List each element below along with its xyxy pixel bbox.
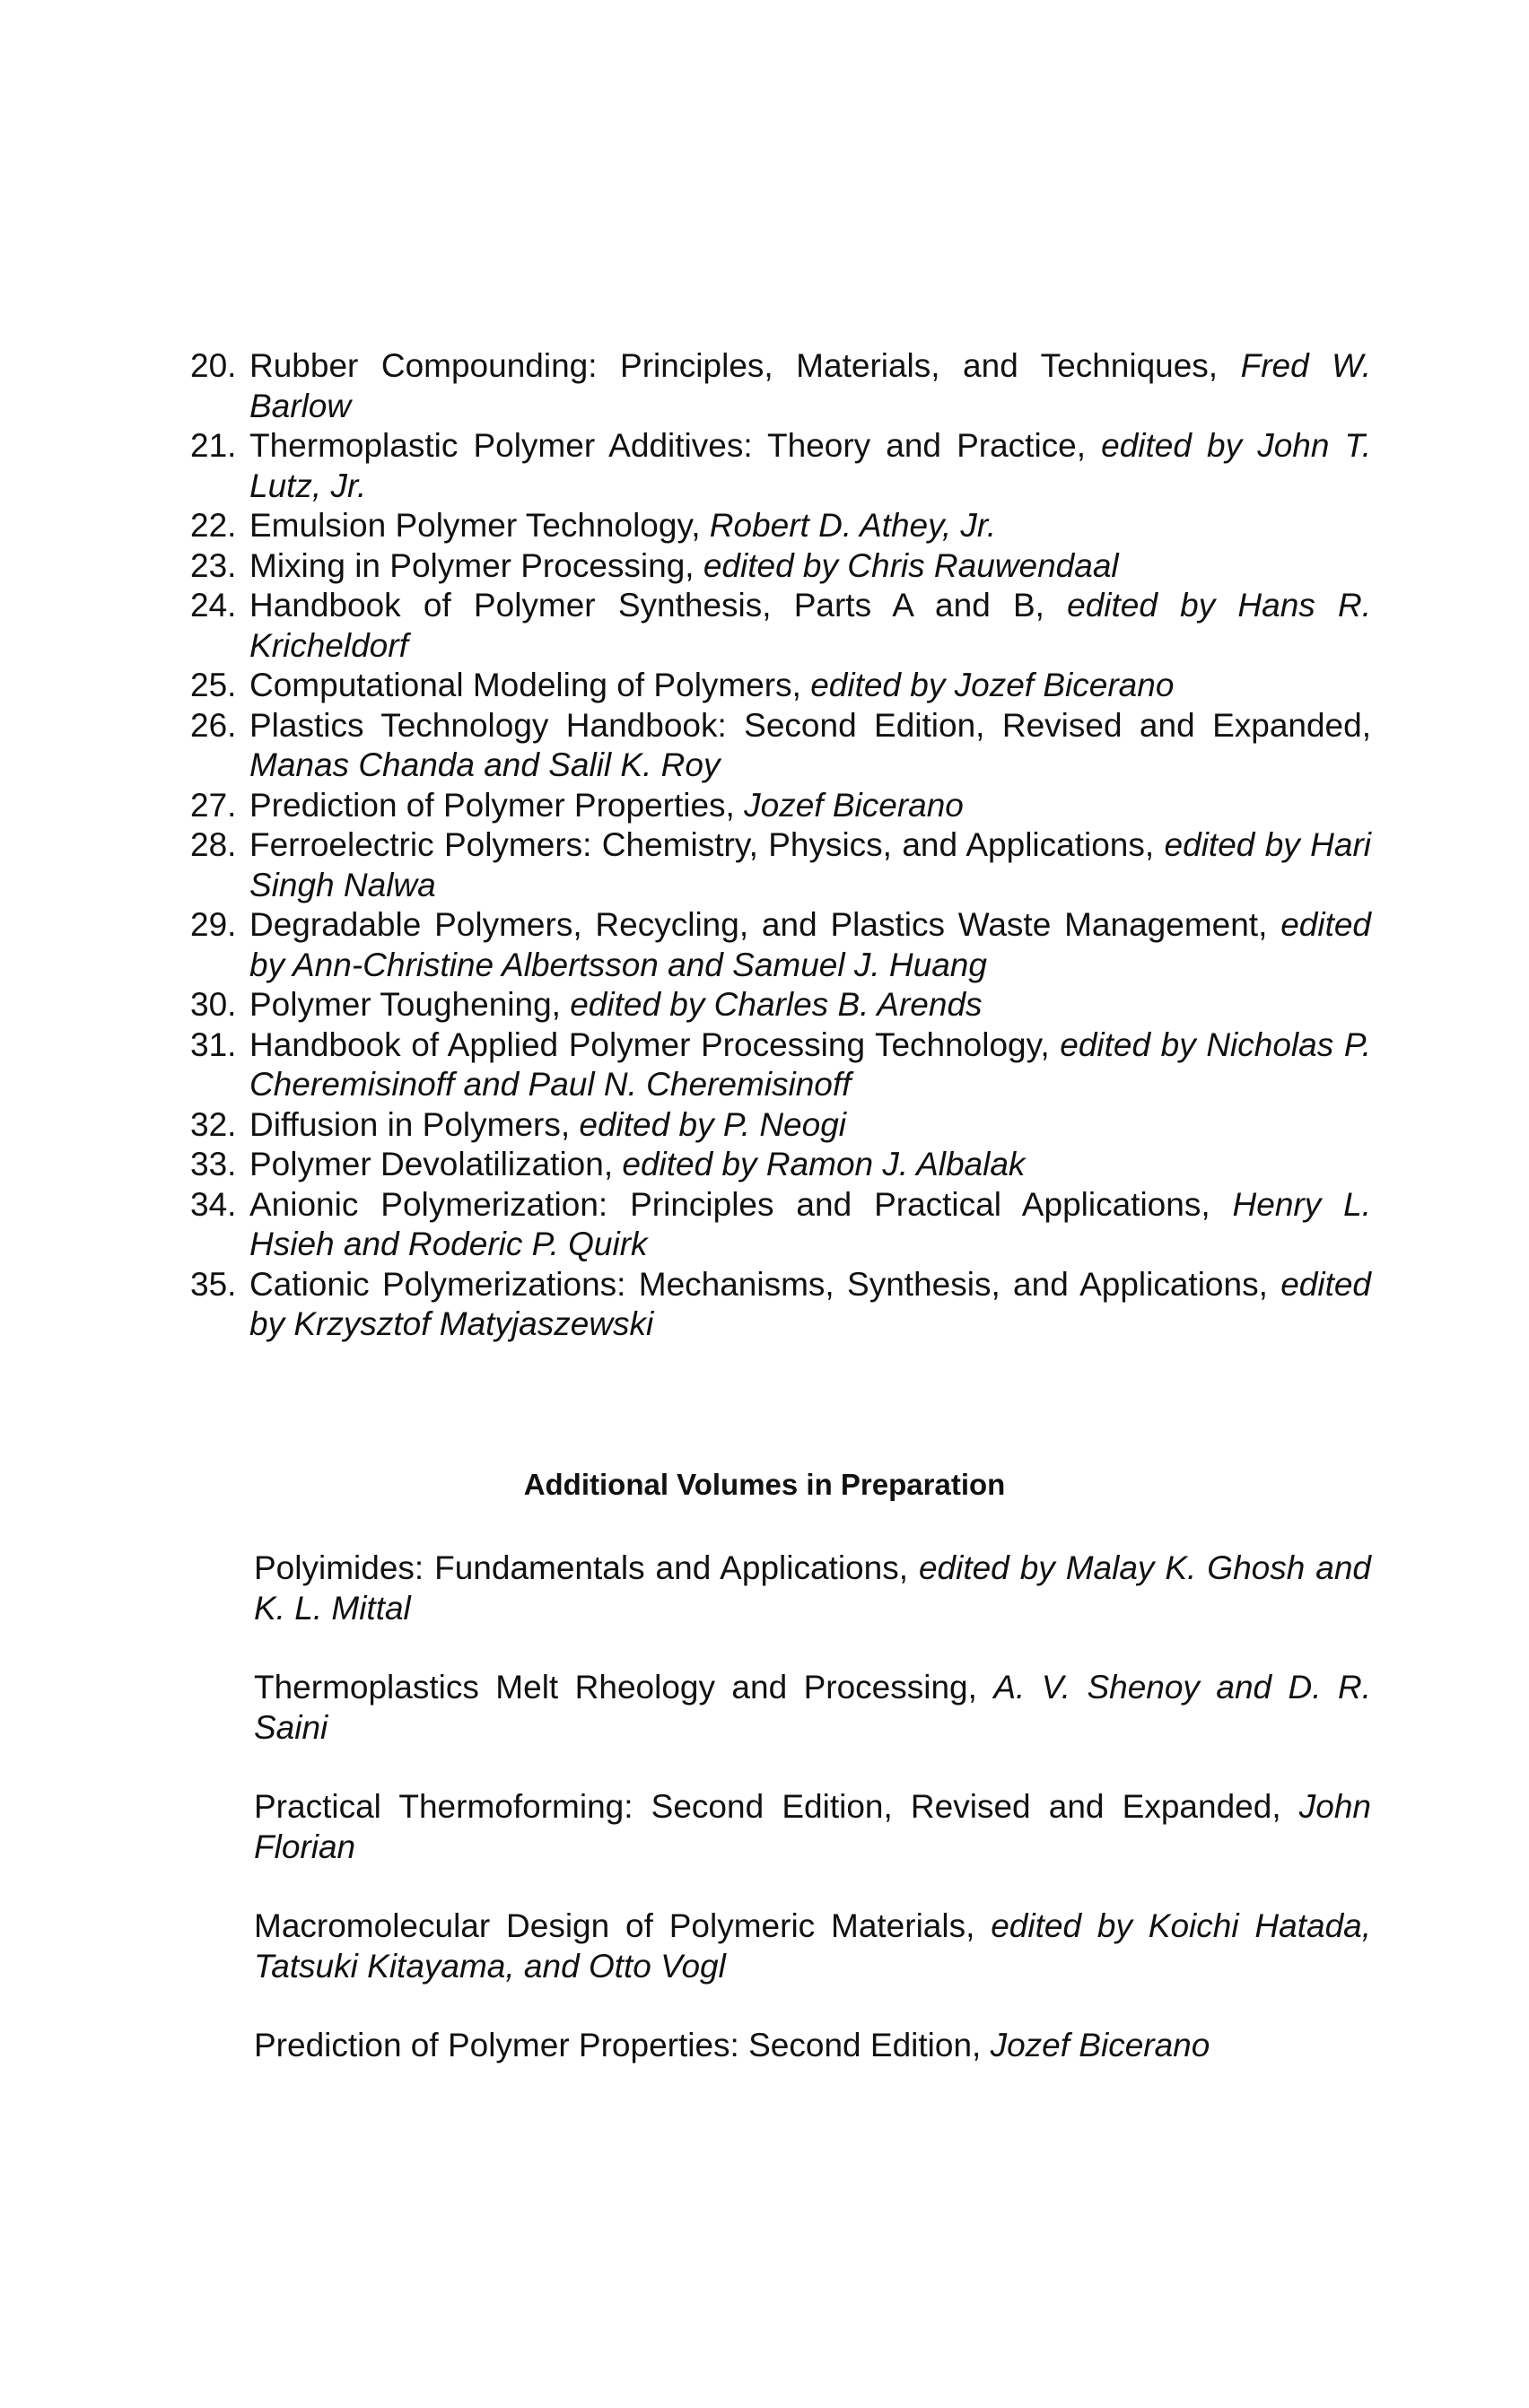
series-entry (190, 1105, 1371, 1146)
volume-text (249, 1265, 1371, 1345)
volume-text (249, 1105, 1371, 1146)
volume-title: Anionic Polymerization: Principles and Practical Applications, (249, 1185, 1210, 1223)
volume-text (249, 905, 1371, 985)
volume-number: 24. (190, 587, 237, 624)
volume-title: Handbook of Applied Polymer Processing Technology, (249, 1025, 1050, 1063)
volume-title: Thermoplastic Polymer Additives: Theory and Practice, (249, 427, 1087, 464)
volume-credit: edited by John T. Lutz, Jr. (249, 427, 1371, 504)
volume-number: 25. (190, 667, 237, 703)
volume-credit: edited by Charles B. Arends (570, 986, 983, 1023)
preparation-entry (254, 1787, 1371, 1867)
volume-number: 26. (190, 706, 237, 744)
volume-number: 21. (190, 427, 237, 464)
series-entry (190, 586, 1371, 666)
series-volume-list (190, 346, 1371, 1345)
volume-credit: edited by Malay K. Ghosh and K. L. Mittal (254, 1549, 1371, 1627)
volume-number: 33. (190, 1146, 237, 1182)
volume-credit: Robert D. Athey, Jr. (709, 507, 997, 544)
volume-text (249, 586, 1371, 666)
volume-title: Thermoplastics Melt Rheology and Processing, (254, 1669, 977, 1706)
volume-credit: Jozef Bicerano (744, 786, 964, 824)
volume-text (249, 346, 1371, 426)
volume-title: Mixing in Polymer Processing, (249, 546, 695, 584)
volume-title: Polyimides: Fundamentals and Applications, (254, 1549, 908, 1586)
volume-title: Emulsion Polymer Technology, (249, 507, 701, 544)
volume-title: Plastics Technology Handbook: Second Edition, Revised and Expanded, (249, 706, 1371, 744)
series-entry (190, 1025, 1371, 1105)
volume-credit: Henry L. Hsieh and Roderic P. Quirk (249, 1185, 1371, 1262)
volume-title: Polymer Devolatilization, (249, 1146, 614, 1182)
volume-credit: edited by P. Neogi (579, 1105, 846, 1143)
series-entry (190, 1145, 1371, 1185)
volume-credit: edited by Krzysztof Matyjaszewski (249, 1265, 1371, 1342)
volume-text (249, 1145, 1371, 1185)
volume-text (249, 506, 1371, 546)
series-entry (190, 905, 1371, 985)
volume-text (249, 1025, 1371, 1105)
volume-credit: A. V. Shenoy and D. R. Saini (254, 1669, 1372, 1746)
volume-credit: Jozef Bicerano (990, 2027, 1210, 2063)
preparation-volume-list (254, 1549, 1371, 2106)
volume-credit: edited by Nicholas P. Cheremisinoff and Paul N. Cheremisinoff (249, 1025, 1372, 1103)
volume-credit: edited by Ramon J. Albalak (622, 1146, 1026, 1182)
volume-credit: Fred W. Barlow (249, 347, 1371, 424)
volume-text (249, 426, 1371, 506)
series-entry (190, 346, 1371, 426)
volume-title: Prediction of Polymer Properties: Second Edition, (254, 2027, 982, 2063)
volume-credit: Manas Chanda and Salil K. Roy (249, 746, 721, 783)
volume-text (249, 985, 1371, 1025)
volume-title: Polymer Toughening, (249, 986, 561, 1023)
preparation-entry (254, 1549, 1371, 1628)
volume-number: 34. (190, 1185, 237, 1223)
volume-title: Practical Thermoforming: Second Edition, Revised and Expanded, (254, 1788, 1281, 1825)
volume-title: Computational Modeling of Polymers, (249, 667, 801, 703)
volume-number: 27. (190, 786, 237, 824)
volume-text (249, 666, 1371, 706)
series-entry (190, 985, 1371, 1025)
volume-number: 32. (190, 1105, 237, 1143)
volume-title: Handbook of Polymer Synthesis, Parts A and B, (249, 587, 1044, 624)
volume-number: 35. (190, 1265, 237, 1303)
volume-number: 30. (190, 986, 237, 1023)
preparation-entry (254, 2026, 1371, 2066)
volume-number: 31. (190, 1025, 237, 1063)
volume-credit: edited by Hari Singh Nalwa (249, 826, 1371, 903)
volume-text (249, 786, 1371, 826)
volume-text (249, 546, 1371, 587)
preparation-entry (254, 1906, 1371, 1986)
volume-number: 20. (190, 347, 237, 384)
volume-number: 22. (190, 507, 237, 544)
series-entry (190, 506, 1371, 546)
section-heading: Additional Volumes in Preparation (523, 1468, 1006, 1501)
series-entry (190, 786, 1371, 826)
series-entry (190, 825, 1371, 905)
series-entry (190, 546, 1371, 587)
volume-title: Ferroelectric Polymers: Chemistry, Physics, and Applications, (249, 826, 1155, 863)
volume-credit: edited by Chris Rauwendaal (703, 546, 1119, 584)
volume-title: Cationic Polymerizations: Mechanisms, Synthesis, and Applications, (249, 1265, 1268, 1303)
series-entry (190, 426, 1371, 506)
volume-title: Macromolecular Design of Polymeric Materials, (254, 1907, 975, 1944)
volume-title: Degradable Polymers, Recycling, and Plastics Waste Management, (249, 906, 1268, 943)
series-entry (190, 706, 1371, 786)
volume-text (249, 825, 1371, 905)
volume-title: Prediction of Polymer Properties, (249, 786, 735, 824)
volume-credit: edited by Jozef Bicerano (810, 667, 1175, 703)
volume-credit: John Florian (254, 1788, 1371, 1865)
volume-number: 28. (190, 826, 237, 863)
volume-text (249, 706, 1371, 786)
volume-credit: edited by Hans R. Kricheldorf (249, 587, 1372, 664)
volume-number: 23. (190, 546, 237, 584)
preparation-entry (254, 1668, 1371, 1748)
volume-credit: edited by Ann-Christine Albertsson and Samuel J. Huang (249, 906, 1371, 983)
series-entry (190, 666, 1371, 706)
series-entry (190, 1185, 1371, 1265)
volume-text (249, 1185, 1371, 1265)
volume-title: Rubber Compounding: Principles, Materials, and Techniques, (249, 347, 1219, 384)
volume-number: 29. (190, 906, 237, 943)
volume-title: Diffusion in Polymers, (249, 1105, 571, 1143)
series-entry (190, 1265, 1371, 1345)
volume-credit: edited by Koichi Hatada, Tatsuki Kitayama, and Otto Vogl (254, 1907, 1372, 1985)
